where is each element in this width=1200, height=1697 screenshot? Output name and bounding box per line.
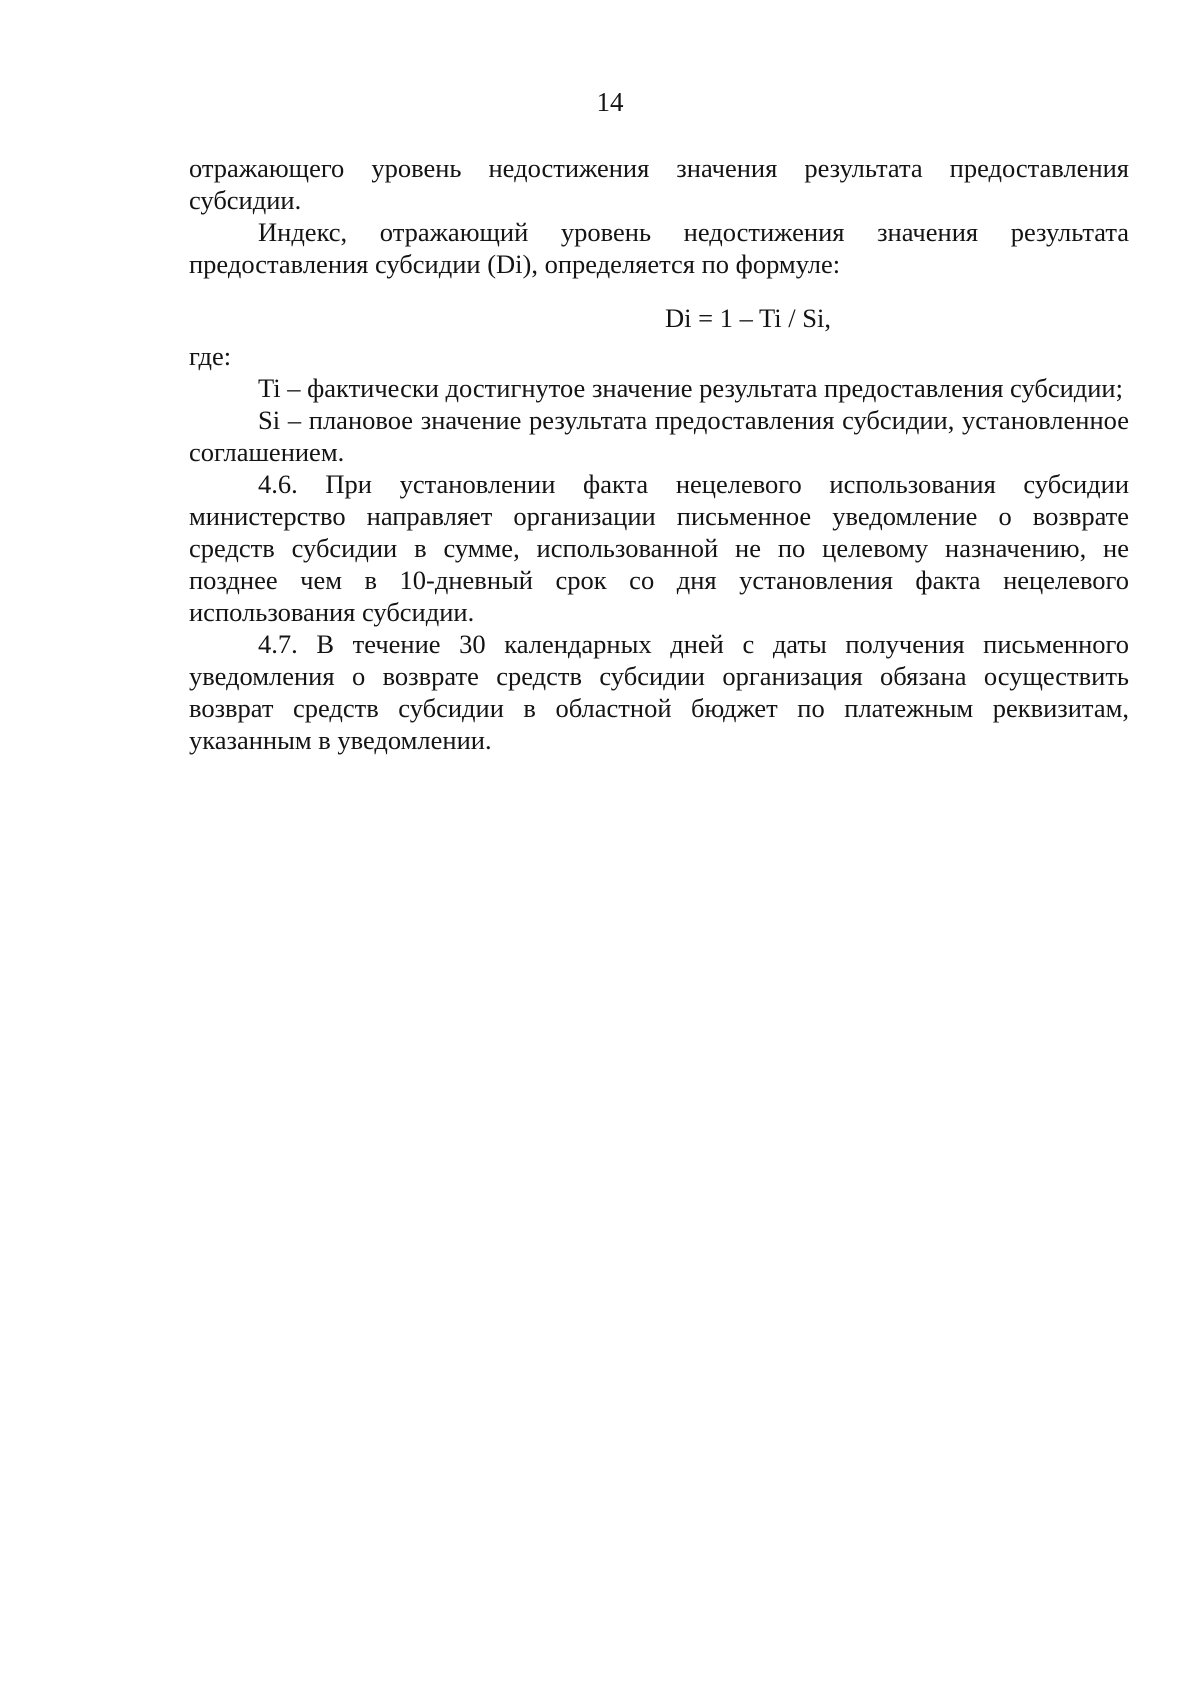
formula: Di = 1 – Ti / Si, [665,303,831,333]
clause-4-7: 4.7. В течение 30 календарных дней с даты получения письменного уведомления о возврате средств субсидии организация обязана осуществить возврат средств субсидии в областной бюджет по платежным реквизитам, указанным в уведомлении. [189,629,1129,755]
page-number: 14 [596,87,624,117]
paragraph-continuation: отражающего уровень недостижения значения результата предоставления субсидии. [189,153,1129,215]
paragraph-index-definition: Индекс, отражающий уровень недостижения значения результата предоставления субсидии (Di), определяется по формуле: [189,217,1129,279]
document-body [189,152,1129,756]
ti-definition: Ti – фактически достигнутое значение результата предоставления субсидии; [258,373,1123,403]
clause-4-6: 4.6. При установлении факта нецелевого использования субсидии министерство направляет организации письменное уведомление о возврате средств субсидии в сумме, использованной не по целевому назначению, не позднее чем в 10-дневный срок со дня установления факта нецелевого использования субсидии. [189,469,1129,627]
si-definition: Si – плановое значение результата предоставления субсидии, установленное соглашением. [189,405,1129,467]
where-label: где: [189,341,232,371]
